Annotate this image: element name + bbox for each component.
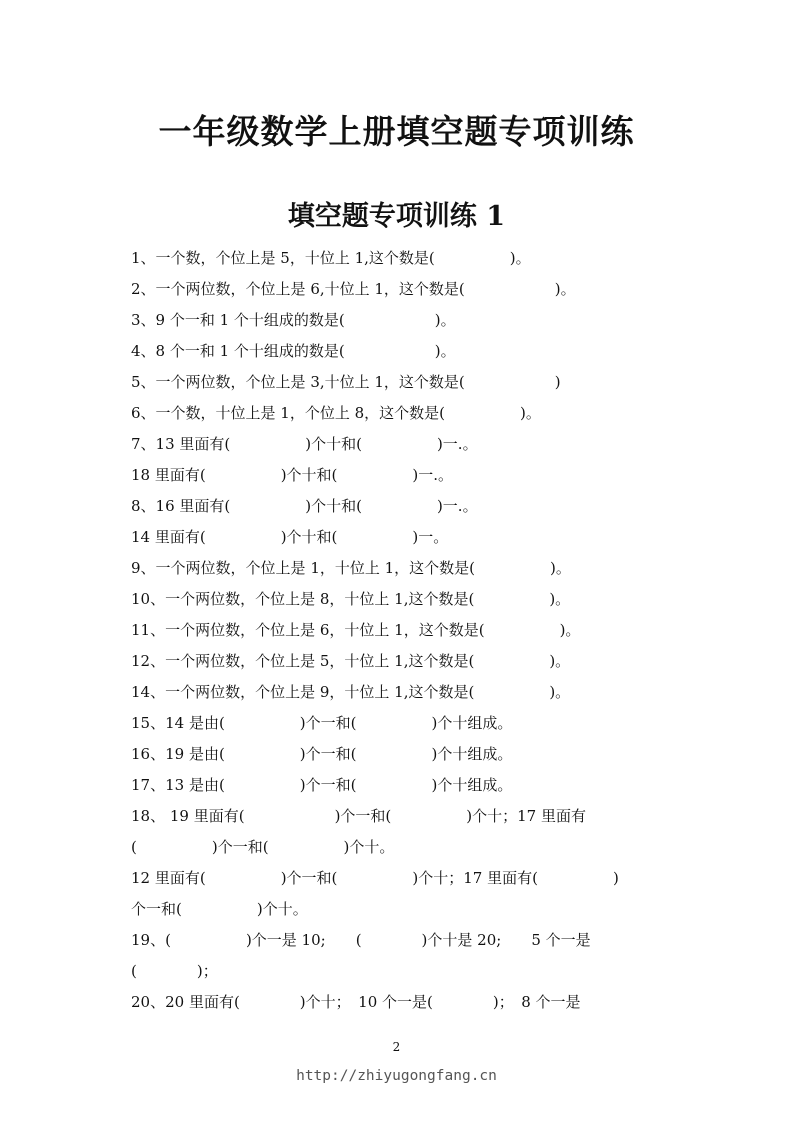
page-number: 2 (392, 1040, 401, 1054)
question-line: 16、19 是由( )个一和( )个十组成。 (131, 745, 513, 763)
question-list (131, 243, 676, 1018)
question-line: ( )； (131, 962, 218, 980)
question-line: 2、一个两位数，个位上是 6,十位上 1，这个数是( )。 (131, 280, 576, 298)
section-title: 填空题专项训练 1 (287, 201, 506, 232)
question-line: 10、一个两位数，个位上是 8，十位上 1,这个数是( )。 (131, 590, 571, 608)
question-line: 9、一个两位数，个位上是 1，十位上 1，这个数是( )。 (131, 559, 571, 577)
question-line: 14 里面有( )个十和( )一。 (131, 528, 449, 546)
question-line: 18 里面有( )个十和( )一.。 (131, 466, 454, 484)
question-line: 12 里面有( )个一和( )个十；17 里面有( ) (131, 869, 619, 887)
watermark-url: http://zhiyugongfang.cn (296, 1068, 497, 1084)
question-line: 1、一个数，个位上是 5，十位上 1,这个数是( )。 (131, 249, 531, 267)
question-line: 20、20 里面有( )个十； 10 个一是( )； 8 个一是 (131, 993, 581, 1011)
question-line: 3、9 个一和 1 个十组成的数是( )。 (131, 311, 456, 329)
page-title: 一年级数学上册填空题专项训练 (158, 112, 635, 151)
question-line: 5、一个两位数，个位上是 3,十位上 1，这个数是( ) (131, 373, 561, 391)
question-line: 4、8 个一和 1 个十组成的数是( )。 (131, 342, 456, 360)
question-line: 17、13 是由( )个一和( )个十组成。 (131, 776, 513, 794)
question-line: 15、14 是由( )个一和( )个十组成。 (131, 714, 513, 732)
question-line: 8、16 里面有( )个十和( )一.。 (131, 497, 478, 515)
question-line: 11、一个两位数，个位上是 6，十位上 1，这个数是( )。 (131, 621, 581, 639)
question-line: 18、 19 里面有( )个一和( )个十；17 里面有 (131, 807, 586, 825)
question-line: 7、13 里面有( )个十和( )一.。 (131, 435, 478, 453)
question-line: 12、一个两位数，个位上是 5，十位上 1,这个数是( )。 (131, 652, 571, 670)
question-line: 19、( )个一是 10; ( )个十是 20; 5 个一是 (131, 931, 591, 949)
question-line: 14、一个两位数，个位上是 9，十位上 1,这个数是( )。 (131, 683, 571, 701)
question-line: 6、一个数，十位上是 1，个位上 8，这个数是( )。 (131, 404, 541, 422)
question-line: 个一和( )个十。 (131, 900, 308, 918)
question-line: ( )个一和( )个十。 (131, 838, 395, 856)
